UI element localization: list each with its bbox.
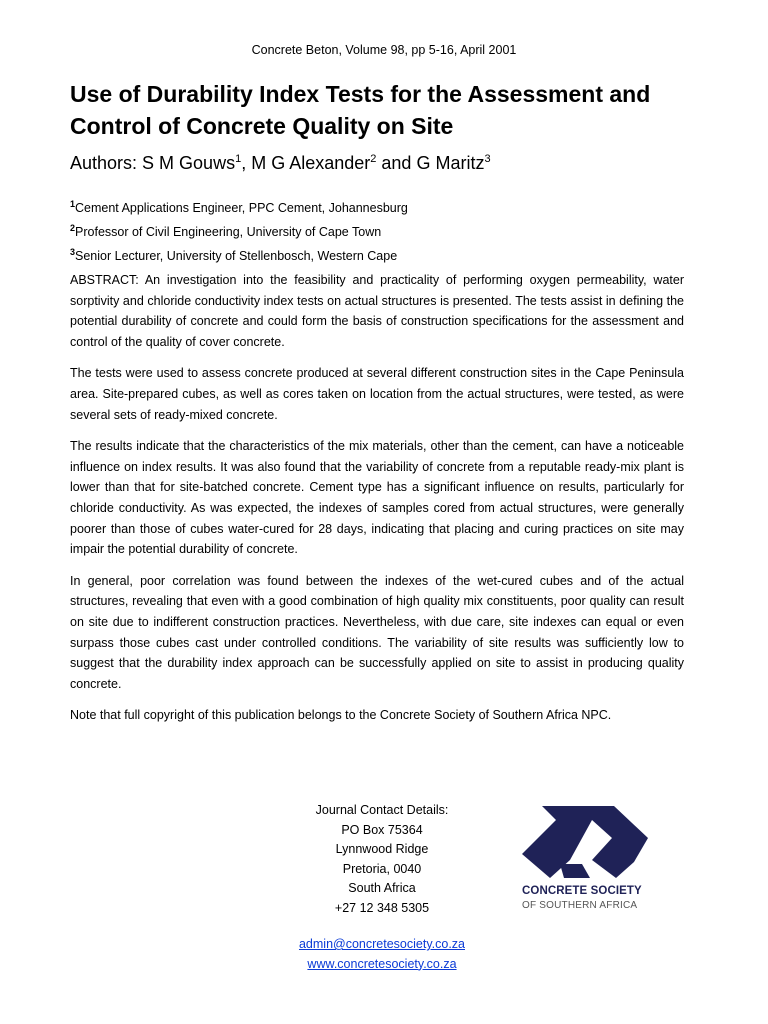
abstract-paragraph: ABSTRACT: An investigation into the feasibility and practicality of performing oxygen permeability, water sorptivity and chloride conductivity index tests on actual structures is presented. The tests assist in defining the potential durability of concrete and could form the basis of construction specifications for the assessment and control of the quality of cover concrete. bbox=[70, 273, 684, 349]
copyright-note: Note that full copyright of this publication belongs to the Concrete Society of Southern Africa NPC. bbox=[70, 708, 612, 723]
contact-phone: +27 12 348 5305 bbox=[334, 900, 430, 915]
affiliation-2-number: 2 bbox=[70, 223, 76, 234]
author-3-superscript: 3 bbox=[484, 153, 491, 165]
authors-line bbox=[70, 153, 491, 174]
results-paragraph: The results indicate that the characteristics of the mix materials, other than the cement, can have a noticeable influence on index results. It was also found that the variability of concrete from a reputable ready-mix plant is lower than that for site-batched concrete. Cement type has a significant influence on results, particularly for chloride conductivity. As was expected, the indexes of samples cored from actual structures, were generally poorer than those of cubes water-cured for 28 days, indicating that placing and curing practices on site may impair the potential durability of concrete. bbox=[70, 439, 684, 557]
author-separator-1: , bbox=[241, 153, 252, 173]
affiliations bbox=[70, 194, 408, 266]
affiliation-1-text: Cement Applications Engineer, PPC Cement, Johannesburg bbox=[75, 201, 408, 216]
affiliation-1 bbox=[70, 194, 408, 218]
authors-prefix: Authors: bbox=[70, 153, 143, 173]
affiliation-1-number: 1 bbox=[70, 199, 76, 209]
logo-text-name: CONCRETE SOCIETY bbox=[522, 885, 642, 897]
journal-contact-details bbox=[262, 801, 502, 918]
logo-text-subtitle: OF SOUTHERN AFRICA bbox=[522, 900, 638, 911]
conclusion-paragraph: In general, poor correlation was found between the indexes of the wet-cured cubes and of the actual structures, revealing that even with a good combination of high quality mix constituents, poor quality can result on site due to indifferent construction practices. Nevertheless, with due care, site indexes can equal or even surpass those cubes cast under controlled conditions. The variability of site results was sufficiently low to suggest that the durability index approach can be successfully applied on site to assist in producing quality concrete. bbox=[70, 573, 684, 691]
affiliation-3-number: 3 bbox=[70, 247, 76, 258]
author-1-superscript: 1 bbox=[235, 153, 242, 165]
logo-shape-bottom bbox=[560, 864, 590, 878]
affiliation-2-text: Professor of Civil Engineering, University of Cape Town bbox=[75, 225, 382, 240]
author-3: G Maritz bbox=[416, 153, 485, 173]
contact-heading: Journal Contact Details: bbox=[315, 803, 449, 817]
contact-city: Pretoria, 0040 bbox=[342, 861, 422, 876]
author-2: M G Alexander bbox=[251, 153, 371, 173]
affiliation-3-text: Senior Lecturer, University of Stellenbosch, Western Cape bbox=[75, 249, 398, 264]
contact-po-box: PO Box 75364 bbox=[341, 822, 423, 837]
affiliation-3 bbox=[70, 242, 408, 266]
contact-suburb: Lynnwood Ridge bbox=[335, 842, 429, 856]
journal-reference: Concrete Beton, Volume 98, pp 5-16, April 2001 bbox=[251, 43, 517, 57]
author-separator-2: and bbox=[376, 153, 417, 173]
affiliation-2 bbox=[70, 218, 408, 242]
methods-paragraph: The tests were used to assess concrete produced at several different construction sites in the Cape Peninsula area. Site-prepared cubes, as well as cores taken on location from the actual structures, were tested, as were several sets of ready-mixed concrete. bbox=[70, 366, 684, 422]
author-2-superscript: 2 bbox=[370, 153, 377, 165]
abstract-body bbox=[70, 270, 684, 737]
website-link[interactable]: www.concretesociety.co.za bbox=[307, 956, 457, 971]
email-link[interactable]: admin@concretesociety.co.za bbox=[298, 937, 465, 951]
author-1: S M Gouws bbox=[142, 153, 236, 173]
contact-links bbox=[232, 935, 532, 974]
contact-country: South Africa bbox=[348, 881, 416, 895]
logo-shape-right bbox=[592, 838, 648, 878]
paper-title: Use of Durability Index Tests for the Assessment and Control of Concrete Quality on Site bbox=[70, 81, 651, 139]
